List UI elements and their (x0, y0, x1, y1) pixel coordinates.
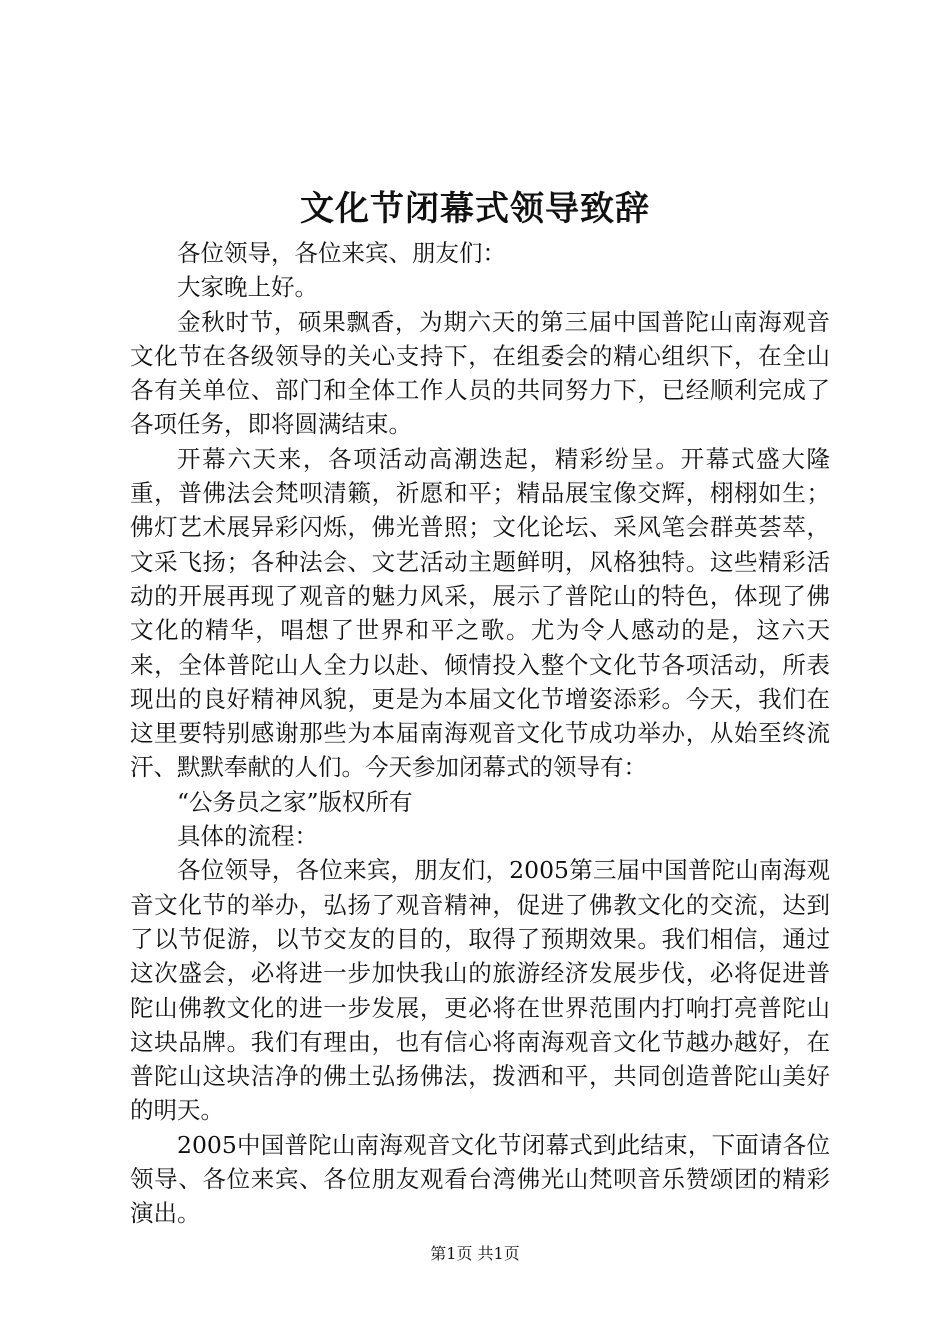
paragraph-activities: 开幕六天来，各项活动高潮迭起，精彩纷呈。开幕式盛大隆重，普佛法会梵呗清籁，祈愿和平；精品展宝像交辉，栩栩如生；佛灯艺术展异彩闪烁，佛光普照；文化论坛、采风笔会群英荟萃，文采飞扬；各种法会、文艺活动主题鲜明，风格独特。这些精彩活动的开展再现了观音的魅力风采，展示了普陀山的特色，体现了佛文化的精华，唱想了世界和平之歌。尤为令人感动的是，这六天来，全体普陀山人全力以赴、倾情投入整个文化节各项活动，所表现出的良好精神风貌，更是为本届文化节增姿添彩。今天，我们在这里要特别感谢那些为本届南海观音文化节成功举办，从始至终流汗、默默奉献的人们。今天参加闭幕式的领导有： (130, 444, 830, 782)
paragraph-copyright: “公务员之家”版权所有 (177, 787, 413, 816)
paragraph-summary: 各位领导，各位来宾，朋友们，2005第三届中国普陀山南海观音文化节的举办，弘扬了观音精神，促进了佛教文化的交流，达到了以节促游，以节交友的目的，取得了预期效果。我们相信，通过这次盛会，必将进一步加快我山的旅游经济发展步伐，必将促进普陀山佛教文化的进一步发展，更必将在世界范围内打响打亮普陀山这块品牌。我们有理由，也有信心将南海观音文化节越办越好，在普陀山这块洁净的佛土弘扬佛法，拨洒和平，共同创造普陀山美好的明天。 (130, 856, 830, 1125)
paragraph-closing: 2005中国普陀山南海观音文化节闭幕式到此结束，下面请各位领导、各位来宾、各位朋友观看台湾佛光山梵呗音乐赞颂团的精彩演出。 (130, 1130, 830, 1228)
paragraph-good-evening: 大家晚上好。 (177, 273, 318, 302)
page-footer: 第1页 共1页 (430, 1244, 520, 1263)
document-body (130, 236, 830, 1231)
paragraph-process: 具体的流程： (177, 822, 318, 851)
paragraph-greeting: 各位领导，各位来宾、朋友们： (177, 239, 506, 267)
document-title: 文化节闭幕式领导致辞 (300, 189, 650, 229)
paragraph-opening: 金秋时节，硕果飘香，为期六天的第三届中国普陀山南海观音文化节在各级领导的关心支持下，在组委会的精心组织下，在全山各有关单位、部门和全体工作人员的共同努力下，已经顺利完成了各项任务，即将圆满结束。 (130, 307, 830, 439)
